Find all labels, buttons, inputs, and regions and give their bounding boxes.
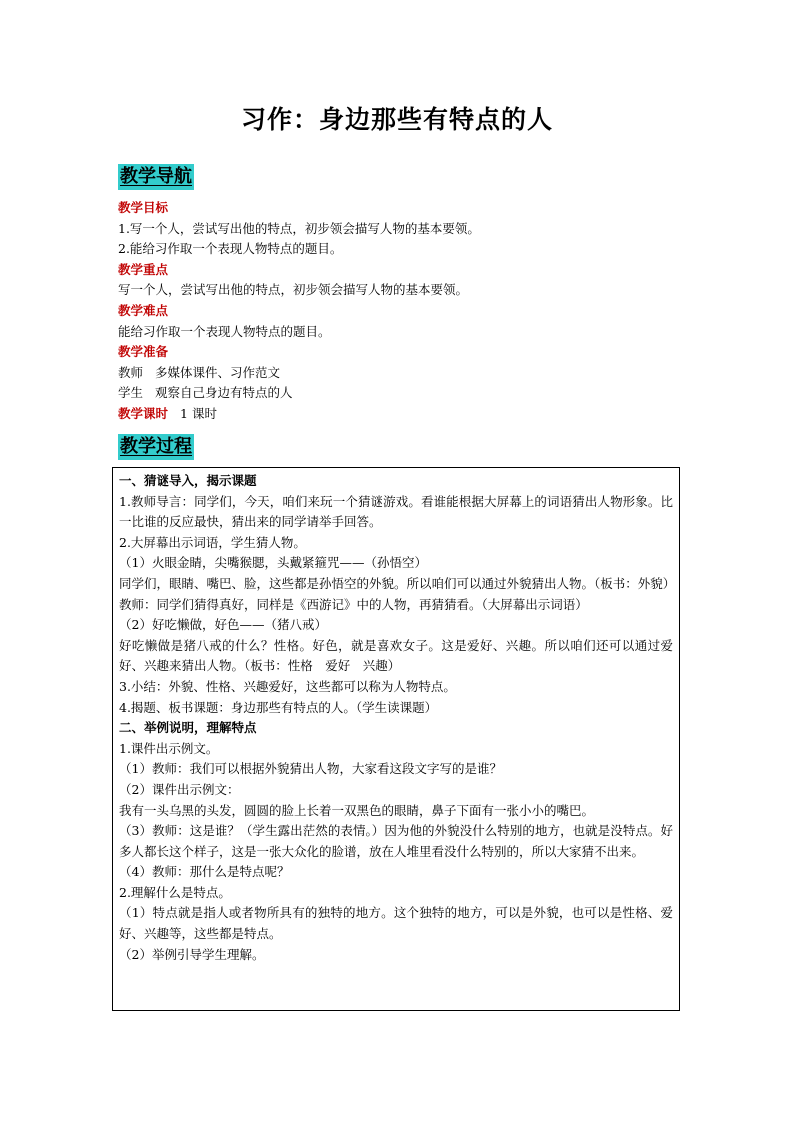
process-line: 教师：同学们猜得真好，同样是《西游记》中的人物，再猜猜看。（大屏幕出示词语）: [119, 596, 588, 612]
process-line: 2.理解什么是特点。: [119, 884, 231, 900]
period-text: 1 课时: [180, 405, 217, 421]
difficulty-text: 能给习作取一个表现人物特点的题目。: [118, 323, 331, 339]
period-heading: 教学课时: [118, 405, 169, 421]
prep-heading: 教学准备: [118, 344, 169, 360]
prep-teacher: [118, 363, 678, 384]
key-heading: 教学重点: [118, 261, 169, 277]
process-line: 1.课件出示例文。: [119, 740, 219, 756]
process-line: 4.揭题、板书课题：身边那些有特点的人。（学生读课题）: [119, 699, 438, 715]
process-line: （1）火眼金睛，尖嘴猴腮，头戴紧箍咒——（孙悟空）: [119, 555, 427, 571]
process-line: 同学们，眼睛、嘴巴、脸，这些都是孙悟空的外貌。所以咱们可以通过外貌猜出人物。（板书：外貌）: [119, 575, 676, 591]
key-text: 写一个人，尝试写出他的特点，初步领会描写人物的基本要领。: [118, 282, 469, 298]
process-line: 2.大屏幕出示词语，学生猜人物。: [119, 534, 306, 550]
period-row: [118, 404, 678, 425]
process-heading: 一、猜谜导入，揭示课题: [119, 473, 257, 488]
process-line: （1）教师：我们可以根据外貌猜出人物，大家看这段文字写的是谁？: [119, 761, 502, 777]
process-line: （2）课件出示例文：: [119, 781, 240, 797]
section-label-nav: 教学导航: [118, 164, 194, 190]
process-line: 1.教师导言：同学们，今天，咱们来玩一个猜谜游戏。看谁能根据大屏幕上的词语猜出人物形象。比一比谁的反应最快，猜出来的同学请举手回答。: [119, 493, 673, 530]
teaching-nav: [118, 198, 678, 425]
difficulty-heading: 教学难点: [118, 302, 169, 318]
process-line: （3）教师：这是谁？（学生露出茫然的表情。）因为他的外貌没什么特别的地方，也就是没特点。好多人都长这个样子，这是一张大众化的脸谱，放在人堆里看没什么特别的，所以大家猜不出来。: [119, 823, 673, 859]
process-line: （2）好吃懒做，好色——（猪八戒）: [119, 617, 327, 633]
goal-item: 1.写一个人，尝试写出他的特点，初步领会描写人物的基本要领。: [118, 220, 480, 236]
process-heading: 二、举例说明，理解特点: [119, 720, 257, 736]
process-line: （2）举例引导学生理解。: [119, 946, 265, 962]
prep-teacher-role: 教师: [118, 364, 144, 380]
process-line: 我有一头乌黑的头发，圆圆的脸上长着一双黑色的眼睛，鼻子下面有一张小小的嘴巴。: [119, 802, 595, 818]
page-title: 习作：身边那些有特点的人: [240, 105, 553, 134]
process-line: 3.小结：外貌、性格、兴趣爱好，这些都可以称为人物特点。: [119, 678, 456, 694]
process-line: 好吃懒做是猪八戒的什么？性格。好色，就是喜欢女子。这是爱好、兴趣。所以咱们还可以通过爱好、兴趣来猜出人物。（板书：性格 爱好 兴趣）: [119, 637, 673, 674]
goal-item: 2.能给习作取一个表现人物特点的题目。: [118, 241, 343, 257]
prep-teacher-text: 多媒体课件、习作范文: [155, 364, 281, 380]
prep-student: [118, 383, 678, 404]
teaching-process-box: [112, 467, 680, 1011]
prep-student-role: 学生: [118, 385, 144, 401]
process-line: （1）特点就是指人或者物所具有的独特的地方。这个独特的地方，可以是外貌，也可以是性格、爱好、兴趣等，这些都是特点。: [119, 905, 673, 942]
prep-student-text: 观察自己身边有特点的人: [155, 385, 293, 401]
goal-heading: 教学目标: [118, 200, 169, 215]
process-line: （4）教师：那什么是特点呢？: [119, 864, 290, 880]
section-label-process: 教学过程: [118, 434, 194, 460]
